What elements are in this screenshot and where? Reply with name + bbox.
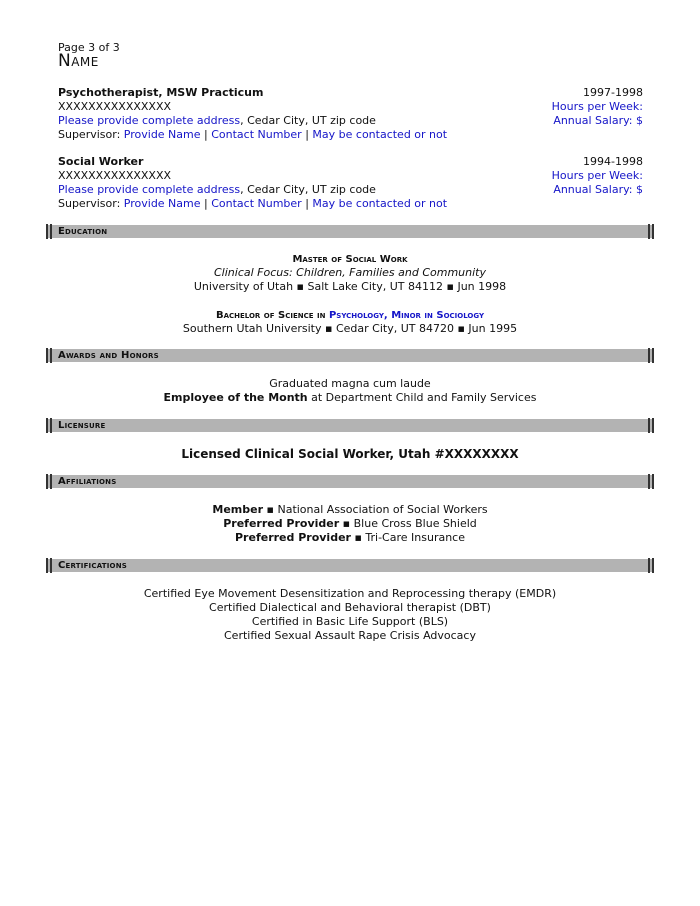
section-bar-licensure	[46, 419, 654, 432]
separator: |	[200, 197, 212, 210]
section-title-affiliations: Affiliations	[58, 476, 117, 487]
degree-msw-focus: Clinical Focus: Children, Families and Community	[214, 266, 486, 279]
awards-block	[46, 377, 654, 405]
supervisor-name: Provide Name	[123, 197, 201, 210]
certifications-block	[46, 587, 654, 643]
section-title-awards: Awards and Honors	[58, 350, 159, 361]
separator: |	[200, 128, 212, 141]
job-title: Psychotherapist, MSW Practicum	[58, 86, 264, 99]
hours-per-week: Hours per Week:	[551, 100, 643, 113]
supervisor-label: Supervisor:	[58, 197, 124, 210]
hours-per-week: Hours per Week:	[551, 169, 643, 182]
job-dates: 1997-1998	[583, 86, 643, 99]
affiliation-org: Tri-Care Insurance	[365, 531, 465, 544]
certification-item: Certified Dialectical and Behavioral therapist (DBT)	[209, 601, 491, 614]
annual-salary: Annual Salary: $	[553, 183, 643, 196]
separator: |	[301, 128, 313, 141]
section-title-education: Education	[58, 226, 108, 237]
section-title-certifications: Certifications	[58, 560, 128, 571]
supervisor-permission: May be contacted or not	[312, 128, 448, 141]
affiliation-item	[46, 531, 654, 545]
annual-salary: Annual Salary: $	[553, 114, 643, 127]
degree-bs-major: Psychology, Minor in Sociology	[328, 310, 485, 321]
affiliation-org: Blue Cross Blue Shield	[353, 517, 477, 530]
degree-msw: Master of Social Work	[292, 254, 408, 265]
job-title: Social Worker	[58, 155, 144, 168]
education-block	[46, 252, 654, 336]
certification-item: Certified in Basic Life Support (BLS)	[251, 615, 449, 628]
certification-item: Certified Sexual Assault Rape Crisis Advocacy	[224, 629, 476, 642]
licensure-block	[46, 447, 654, 461]
license-line: Licensed Clinical Social Worker, Utah #XXXXXXXX	[181, 447, 519, 461]
certification-item: Certified Eye Movement Desensitization and Reprocessing therapy (EMDR)	[143, 587, 557, 600]
affiliation-role: Member	[212, 503, 264, 516]
supervisor-permission: May be contacted or not	[312, 197, 448, 210]
award-line: Graduated magna cum laude	[269, 377, 431, 390]
section-bar-awards	[46, 349, 654, 362]
supervisor-contact: Contact Number	[211, 128, 302, 141]
separator: ▪	[263, 503, 278, 516]
affiliation-item	[46, 503, 654, 517]
degree-bs-school: Southern Utah University ▪ Cedar City, UT 84720 ▪ Jun 1995	[182, 322, 518, 335]
page-number: Page 3 of 3	[58, 41, 120, 54]
separator: |	[301, 197, 313, 210]
section-bar-certifications	[46, 559, 654, 572]
supervisor-name: Provide Name	[123, 128, 201, 141]
section-bar-education	[46, 225, 654, 238]
address-city: , Cedar City, UT zip code	[240, 183, 376, 196]
affiliation-org: National Association of Social Workers	[277, 503, 488, 516]
employer-name: XXXXXXXXXXXXXXX	[58, 169, 172, 182]
section-title-licensure: Licensure	[58, 420, 106, 431]
separator: ▪	[339, 517, 354, 530]
job-dates: 1994-1998	[583, 155, 643, 168]
affiliation-role: Preferred Provider	[223, 517, 340, 530]
address-city: , Cedar City, UT zip code	[240, 114, 376, 127]
address-placeholder: Please provide complete address	[58, 114, 241, 127]
affiliation-item	[46, 517, 654, 531]
award-rest: at Department Child and Family Services	[307, 391, 537, 404]
address-placeholder: Please provide complete address	[58, 183, 241, 196]
job-entry	[58, 155, 643, 211]
candidate-name	[58, 51, 99, 71]
job-entry	[58, 86, 643, 142]
affiliations-block	[46, 503, 654, 545]
employer-name: XXXXXXXXXXXXXXX	[58, 100, 172, 113]
degree-msw-school: University of Utah ▪ Salt Lake City, UT 84112 ▪ Jun 1998	[193, 280, 507, 293]
supervisor-contact: Contact Number	[211, 197, 302, 210]
affiliation-role: Preferred Provider	[235, 531, 351, 544]
candidate-name-text: Name	[58, 51, 99, 71]
award-bold: Employee of the Month	[163, 391, 308, 404]
degree-bs-prefix: Bachelor of Science in	[215, 310, 329, 321]
separator: ▪	[350, 531, 366, 544]
section-bar-affiliations	[46, 475, 654, 488]
supervisor-label: Supervisor:	[58, 128, 124, 141]
